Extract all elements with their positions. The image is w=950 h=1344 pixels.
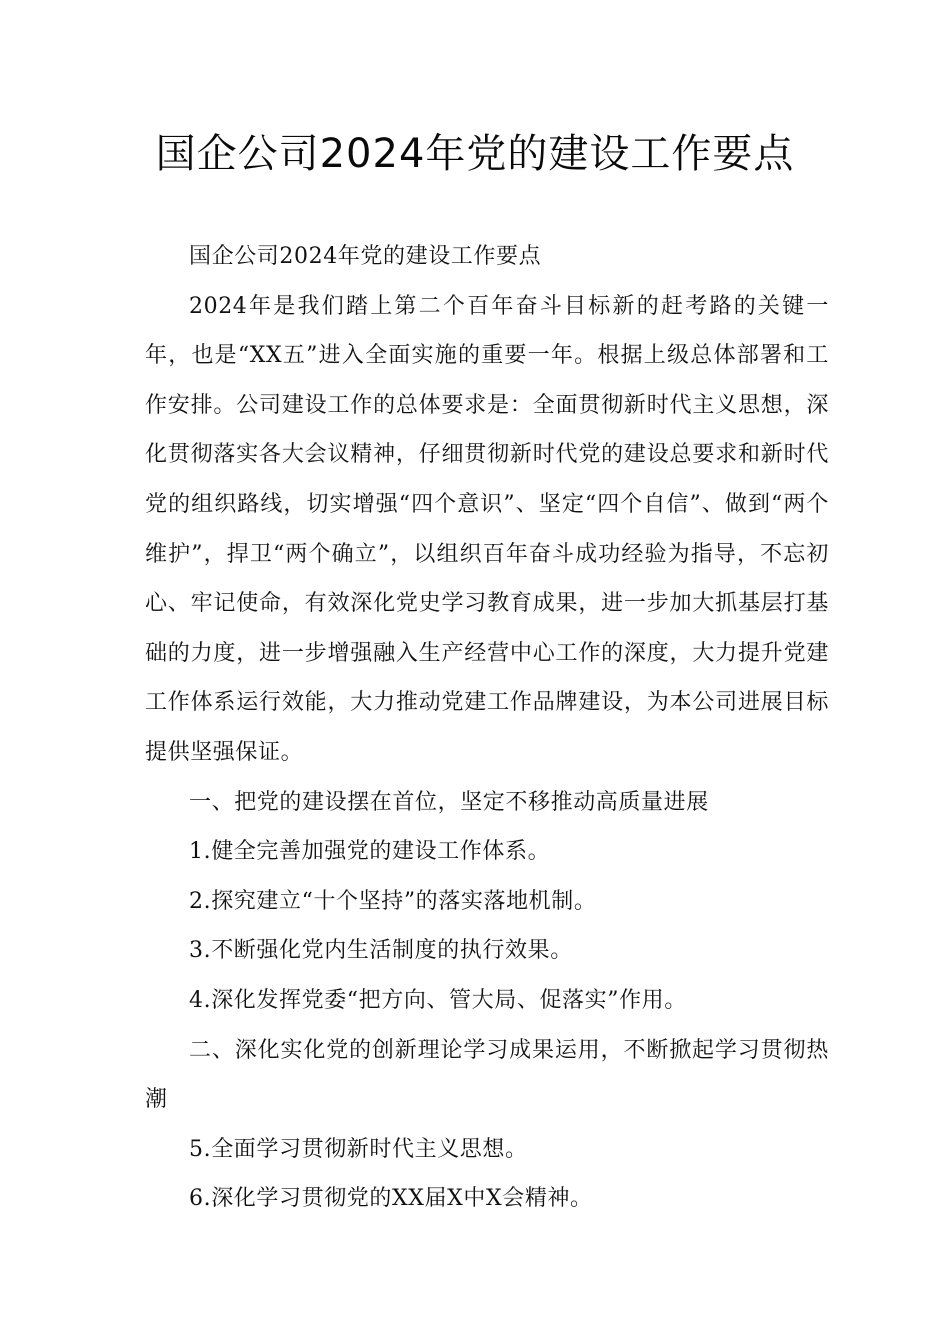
list-item-6: 6.深化学习贯彻党的XX届X中X会精神。: [189, 1186, 593, 1212]
list-item-4: 4.深化发挥党委“把方向、管大局、促落实”作用。: [189, 987, 687, 1013]
section-heading-1: 一、把党的建设摆在首位，坚定不移推动高质量进展: [189, 789, 709, 815]
list-item-3: 3.不断强化党内生活制度的执行效果。: [189, 938, 573, 964]
list-item-5: 5.全面学习贯彻新时代主义思想。: [189, 1136, 528, 1162]
list-item-2: 2.探究建立“十个坚持”的落实落地机制。: [189, 888, 597, 914]
document-title: 国企公司2024年党的建设工作要点: [155, 131, 795, 177]
subtitle-paragraph: 国企公司2024年党的建设工作要点: [189, 244, 542, 269]
intro-paragraph: 2024年是我们踏上第二个百年奋斗目标新的赶考路的关键一年，也是“XX五”进入全面实施的重要一年。根据上级总体部署和工作安排。公司建设工作的总体要求是：全面贯彻新时代主义思想，深化贯彻落实各大会议精神，仔细贯彻新时代党的建设总要求和新时代党的组织路线，切实增强“四个意识”、坚定“四个自信”、做到“两个维护”，捍卫“两个确立”，以组织百年奋斗成功经验为指导，不忘初心、牢记使命，有效深化党史学习教育成果，进一步加大抓基层打基础的力度，进一步增强融入生产经营中心工作的深度，大力提升党建工作体系运行效能，大力推动党建工作品牌建设，为本公司进展目标提供坚强保证。: [145, 293, 829, 765]
document-body: [145, 232, 829, 1224]
section-heading-2: 二、深化实化党的创新理论学习成果运用，不断掀起学习贯彻热潮: [145, 1037, 829, 1113]
list-item-1: 1.健全完善加强党的建设工作体系。: [189, 839, 551, 865]
